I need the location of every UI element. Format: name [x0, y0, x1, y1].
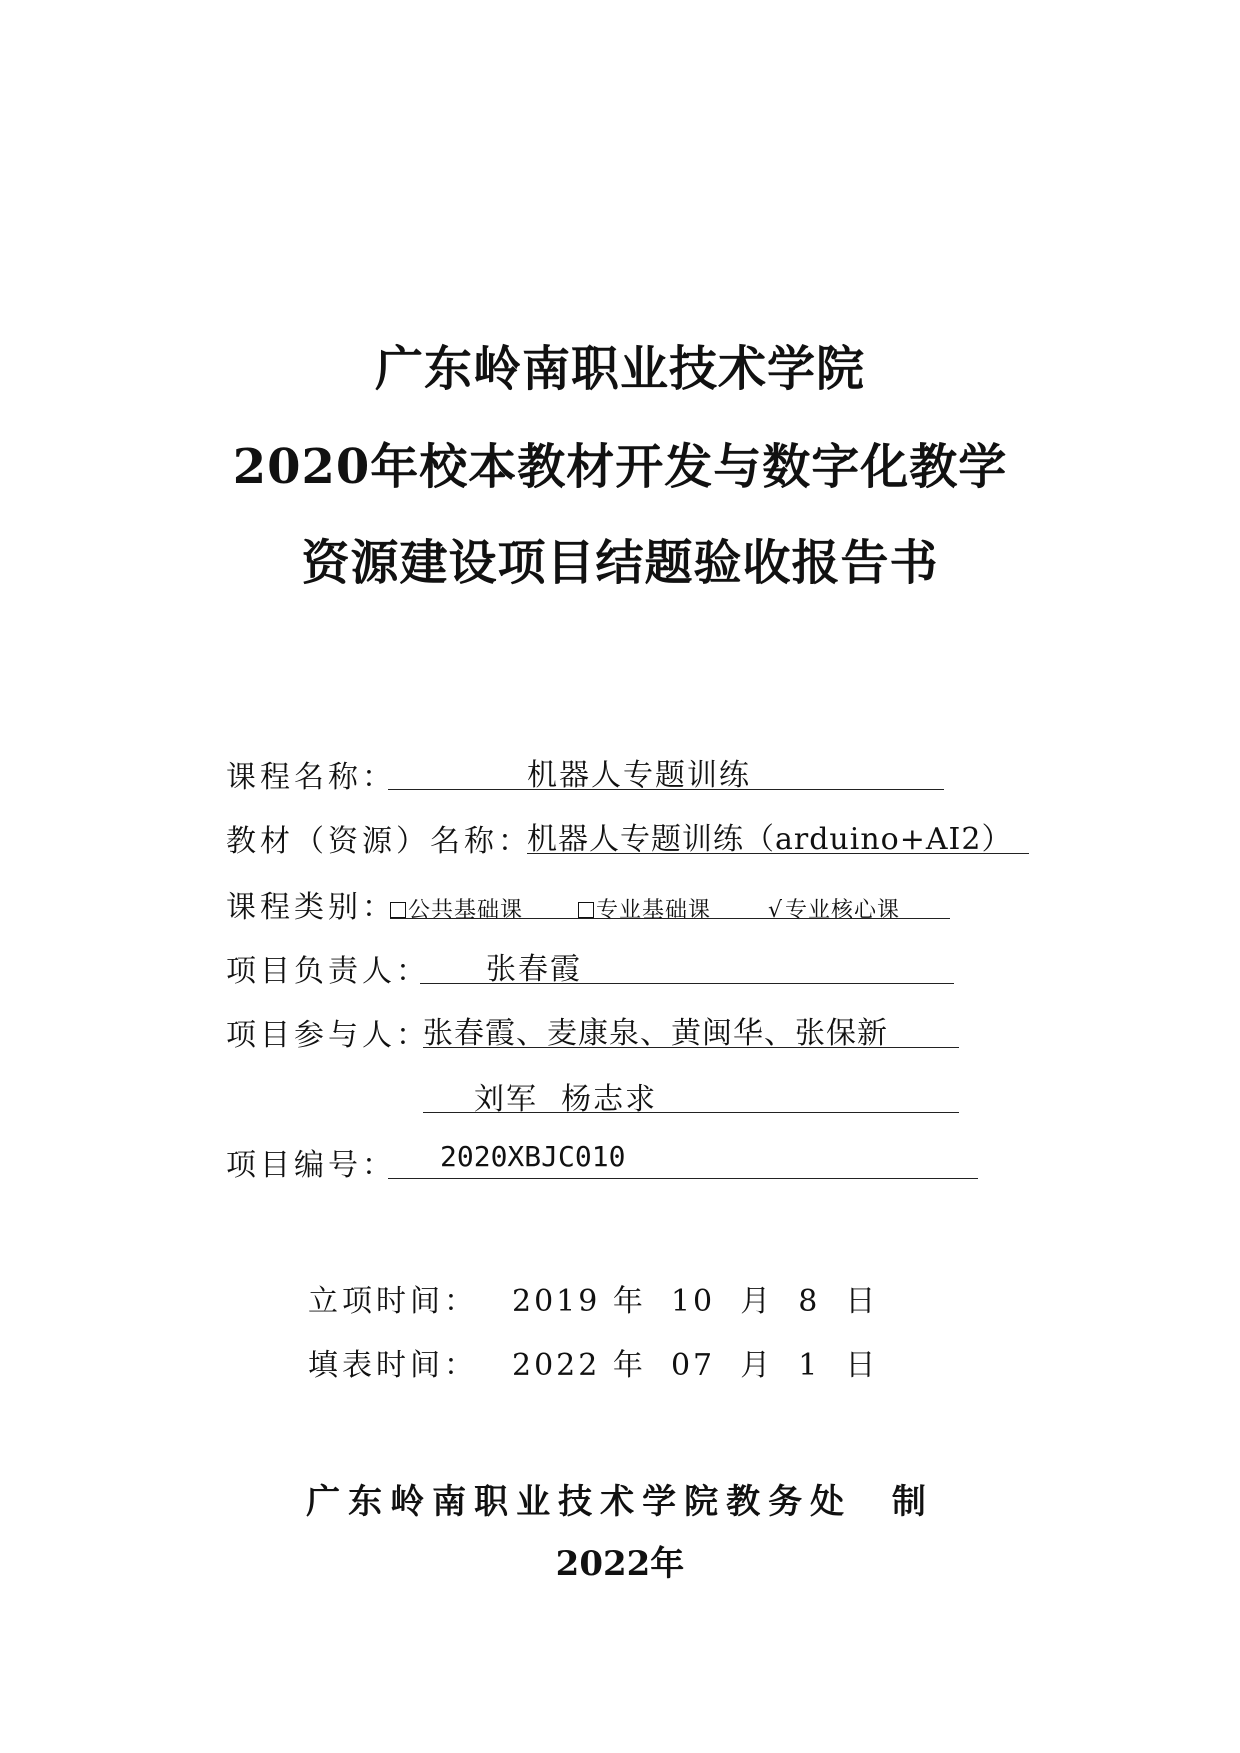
material-name-underline: [527, 853, 1029, 854]
category-option-major-core[interactable]: [768, 893, 900, 924]
start-date-label: 立项时间：: [308, 1284, 478, 1319]
title-line-3: 资源建设项目结题验收报告书: [301, 535, 939, 591]
course-category-underline: [390, 918, 950, 919]
fill-date-label: 填表时间：: [308, 1348, 478, 1383]
course-name-underline: [388, 789, 944, 790]
title-line-2: 2020年校本教材开发与数字化教学: [232, 439, 1008, 495]
category-option-label: 公共基础课: [408, 898, 524, 923]
start-date-value: 2019 年 10 月 8 日: [512, 1284, 879, 1319]
checkbox-unchecked-icon[interactable]: [578, 902, 594, 918]
title-line-1: 广东岭南职业技术学院: [374, 341, 865, 397]
project-number-value: 2020XBJC010: [440, 1140, 626, 1173]
project-leader-value: 张春霞: [486, 952, 582, 987]
checkbox-unchecked-icon[interactable]: [390, 902, 406, 918]
fill-date-value: 2022 年 07 月 1 日: [512, 1348, 879, 1383]
project-number-underline: [388, 1178, 978, 1179]
issuer-footer: 广东岭南职业技术学院教务处 制: [306, 1482, 934, 1522]
material-name-value: 机器人专题训练（arduino+AI2）: [527, 822, 1013, 857]
course-name-label: 课程名称：: [226, 760, 396, 795]
project-leader-label: 项目负责人：: [226, 954, 430, 989]
project-participants-line-1: 张春霞、麦康泉、黄闽华、张保新: [423, 1016, 888, 1051]
project-participants-underline-1: [423, 1047, 959, 1048]
project-leader-underline: [420, 983, 954, 984]
project-participants-underline-2: [423, 1112, 959, 1113]
category-option-major-basic[interactable]: [578, 893, 711, 924]
project-participants-label: 项目参与人：: [226, 1018, 430, 1053]
category-option-label: 专业基础课: [596, 898, 712, 923]
project-number-label: 项目编号：: [226, 1148, 396, 1183]
category-option-label: 专业核心课: [785, 898, 901, 923]
material-name-label: 教材（资源）名称：: [226, 824, 532, 859]
course-name-value: 机器人专题训练: [527, 758, 751, 793]
category-option-public-basic[interactable]: [390, 893, 523, 924]
footer-year: 2022年: [555, 1544, 685, 1584]
project-participants-line-2: 刘军 杨志求: [474, 1082, 658, 1117]
course-category-label: 课程类别：: [226, 890, 396, 925]
checkmark-icon[interactable]: √: [768, 898, 784, 923]
